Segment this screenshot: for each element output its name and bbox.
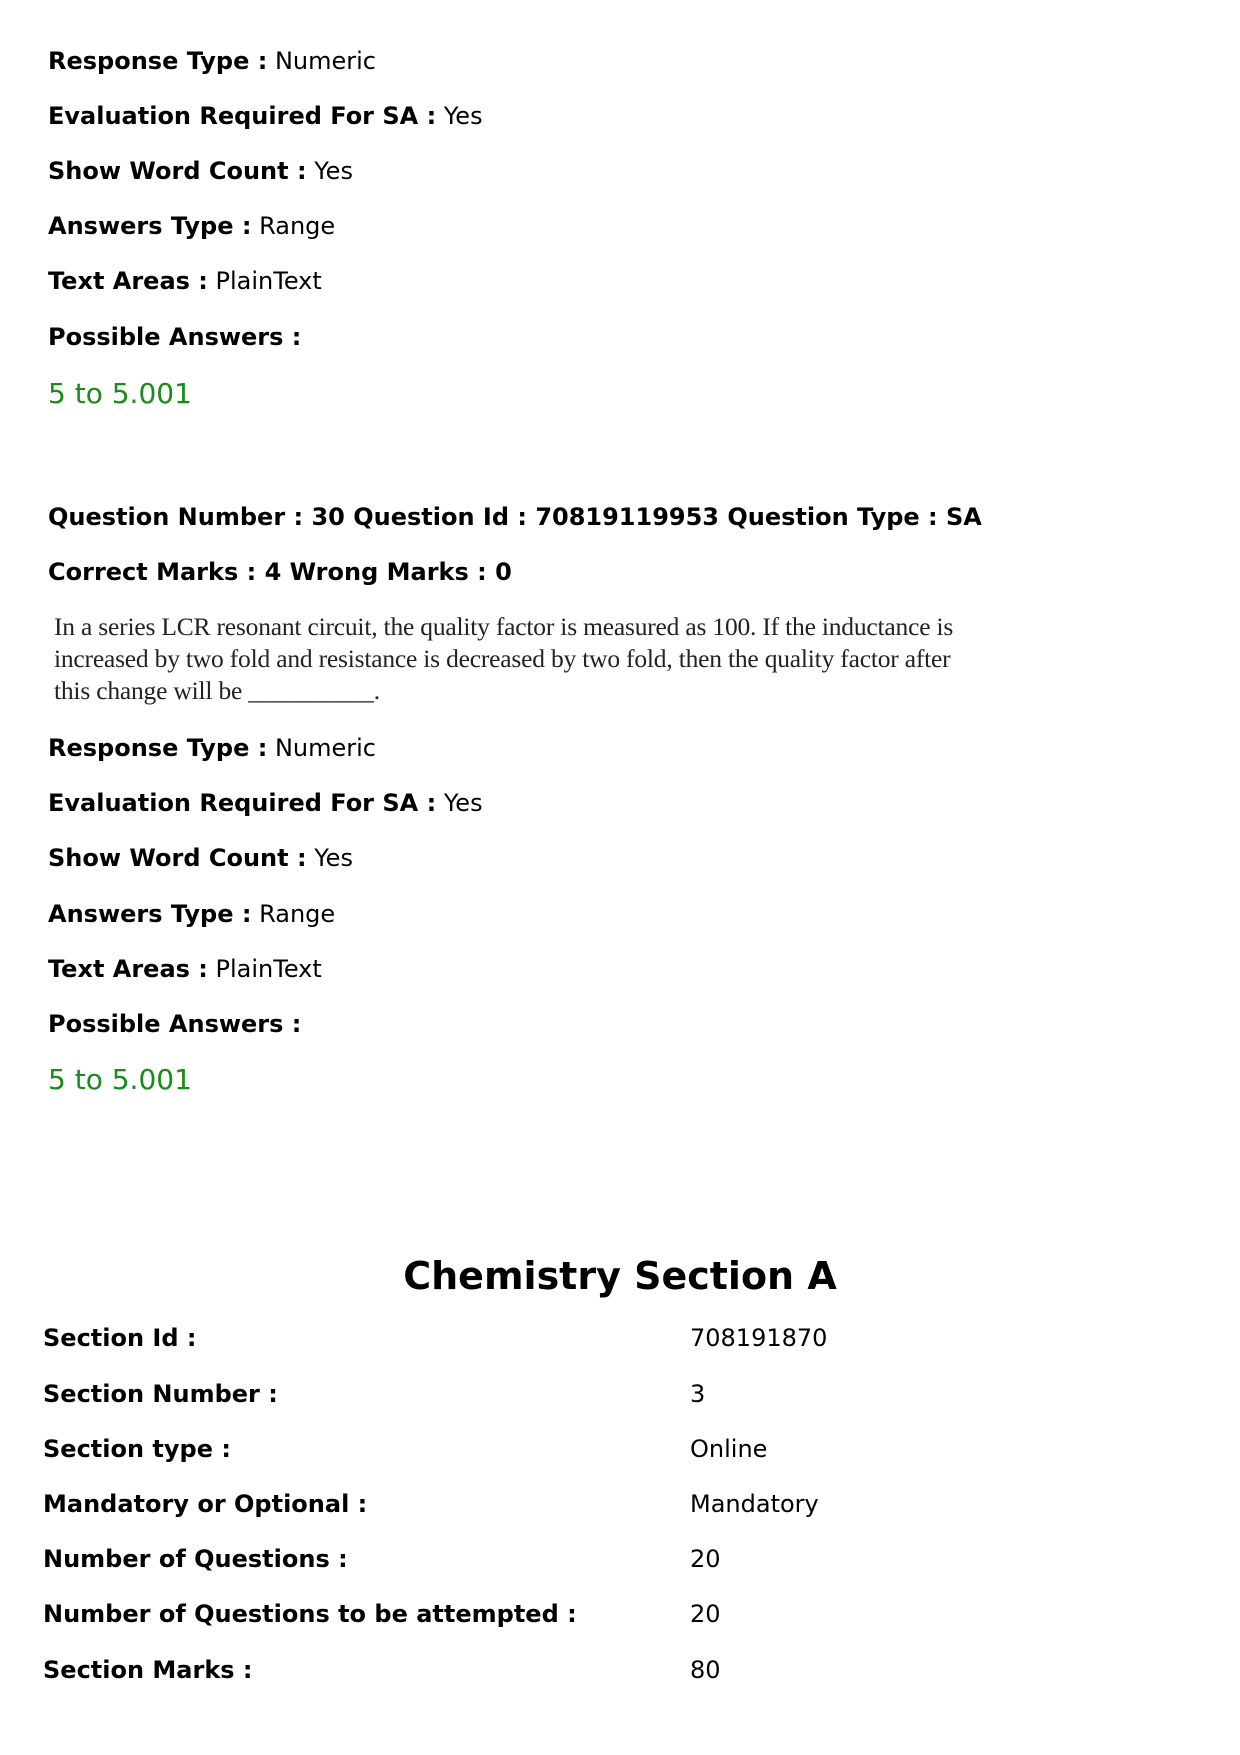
section-number-label: Section Number : bbox=[43, 1380, 278, 1408]
text-areas-row bbox=[48, 954, 322, 984]
text-areas-row bbox=[48, 266, 322, 296]
response-type-value: Numeric bbox=[274, 734, 376, 762]
question-text-image bbox=[54, 611, 954, 707]
text-areas-value: PlainText bbox=[215, 955, 322, 983]
possible-answers-label: Possible Answers : bbox=[48, 1010, 302, 1038]
response-type-row bbox=[48, 733, 376, 763]
evaluation-required-label: Evaluation Required For SA : bbox=[48, 789, 437, 817]
show-word-count-value: Yes bbox=[314, 844, 353, 872]
question-text-line: this change will be __________. bbox=[54, 676, 380, 705]
answers-type-row bbox=[48, 899, 335, 929]
section-type-label: Section type : bbox=[43, 1435, 231, 1463]
possible-answers-row bbox=[48, 1009, 301, 1039]
section-row-mandatory bbox=[43, 1487, 1193, 1521]
text-areas-label: Text Areas : bbox=[48, 955, 208, 983]
section-row-type bbox=[43, 1432, 1193, 1466]
evaluation-required-value: Yes bbox=[443, 789, 483, 817]
show-word-count-value: Yes bbox=[314, 157, 353, 185]
number-of-questions-label: Number of Questions : bbox=[43, 1545, 348, 1573]
question-header: Question Number : 30 Question Id : 70819119953 Question Type : SA bbox=[48, 503, 982, 531]
response-type-label: Response Type : bbox=[48, 47, 268, 75]
question-text-line: increased by two fold and resistance is decreased by two fold, then the quality factor after bbox=[54, 644, 951, 673]
evaluation-required-row bbox=[48, 788, 483, 818]
response-type-row bbox=[48, 46, 376, 76]
text-areas-value: PlainText bbox=[215, 267, 322, 295]
answers-type-row bbox=[48, 211, 335, 241]
section-title: Chemistry Section A bbox=[403, 1254, 837, 1298]
possible-answers-label: Possible Answers : bbox=[48, 323, 302, 351]
show-word-count-row bbox=[48, 156, 353, 186]
section-marks-label: Section Marks : bbox=[43, 1656, 253, 1684]
show-word-count-label: Show Word Count : bbox=[48, 157, 307, 185]
possible-answer-value: 5 to 5.001 bbox=[48, 377, 192, 410]
possible-answers-row bbox=[48, 322, 301, 352]
answers-type-label: Answers Type : bbox=[48, 900, 252, 928]
section-row-attempted bbox=[43, 1597, 1193, 1631]
show-word-count-label: Show Word Count : bbox=[48, 844, 307, 872]
possible-answer-value: 5 to 5.001 bbox=[48, 1063, 192, 1096]
answers-type-value: Range bbox=[259, 900, 336, 928]
question-text-line: In a series LCR resonant circuit, the quality factor is measured as 100. If the inductance is bbox=[54, 612, 954, 641]
evaluation-required-value: Yes bbox=[443, 102, 483, 130]
section-id-label: Section Id : bbox=[43, 1324, 197, 1352]
questions-attempted-label: Number of Questions to be attempted : bbox=[43, 1600, 577, 1628]
show-word-count-row bbox=[48, 843, 353, 873]
mandatory-value: Mandatory bbox=[690, 1490, 819, 1518]
section-row-id bbox=[43, 1321, 1193, 1355]
response-type-label: Response Type : bbox=[48, 734, 268, 762]
section-id-value: 708191870 bbox=[690, 1324, 828, 1352]
number-of-questions-value: 20 bbox=[690, 1545, 721, 1573]
question-marks: Correct Marks : 4 Wrong Marks : 0 bbox=[48, 558, 512, 586]
section-marks-value: 80 bbox=[690, 1656, 721, 1684]
section-row-questions bbox=[43, 1542, 1193, 1576]
section-number-value: 3 bbox=[690, 1380, 706, 1408]
questions-attempted-value: 20 bbox=[690, 1600, 721, 1628]
text-areas-label: Text Areas : bbox=[48, 267, 208, 295]
section-row-marks bbox=[43, 1653, 1193, 1687]
response-type-value: Numeric bbox=[274, 47, 376, 75]
section-type-value: Online bbox=[690, 1435, 768, 1463]
mandatory-label: Mandatory or Optional : bbox=[43, 1490, 368, 1518]
evaluation-required-label: Evaluation Required For SA : bbox=[48, 102, 437, 130]
evaluation-required-row bbox=[48, 101, 483, 131]
answers-type-value: Range bbox=[259, 212, 336, 240]
answers-type-label: Answers Type : bbox=[48, 212, 252, 240]
section-row-number bbox=[43, 1377, 1193, 1411]
